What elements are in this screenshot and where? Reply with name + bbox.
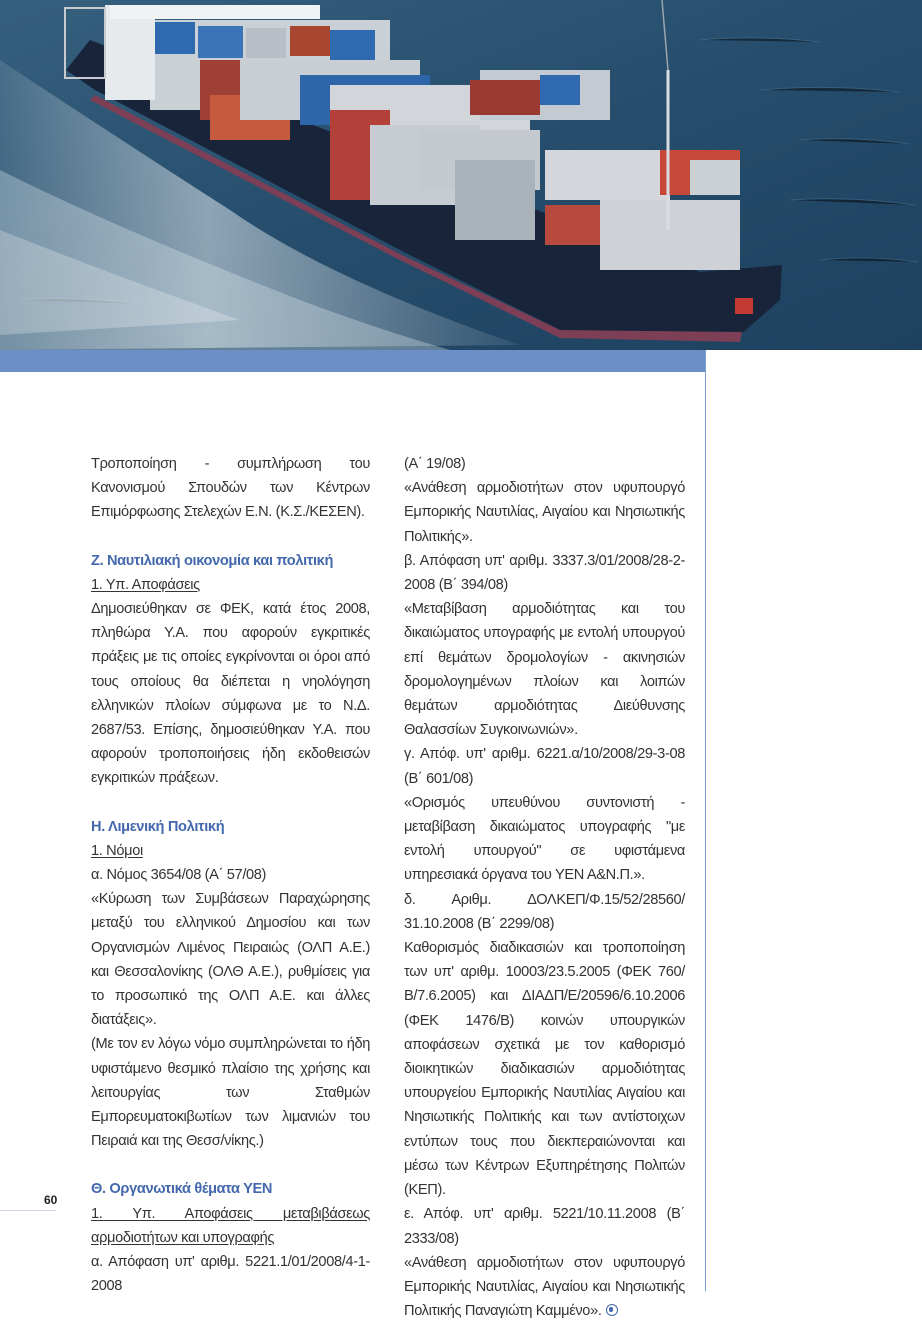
column-rule xyxy=(705,350,706,1291)
section-h-heading: Η. Λιμενική Πολιτική xyxy=(91,818,225,835)
section-h-law-line: α. Νόμος 3654/08 (Α΄ 57/08) xyxy=(91,867,267,884)
section-z-text: Δημοσιεύθηκαν σε ΦΕΚ, κατά έτος 2008, πληθώρα Υ.Α. που αφορούν εγκριτικές πράξεις με τις οποίες εγκρίνονται οι όροι από τους οποίους θα διέπεται η νηολόγηση ελληνικών πλοίων σύμφωνα με το Ν.Δ. 2687/53. Επίσης, δημοσιεύθηκαν Υ.Α. που αφορούν τροποποιήσεις ήδη εκδοθεισών εγκριτικών πράξεων. xyxy=(91,601,370,787)
end-of-article-icon xyxy=(606,1304,618,1316)
right-paragraph-6: «Ορισμός υπευθύνου συντονιστή - μεταβίβαση δικαιώματος υπογραφής "με εντολή υπουργού" σε υφιστάμενα υπηρεσιακά όργανα του ΥΕΝ Α&Ν.Π.». xyxy=(404,794,685,884)
section-th-heading: Θ. Οργανωτικά θέματα ΥΕΝ xyxy=(91,1181,273,1198)
left-column xyxy=(91,452,370,1299)
section-h-subheading: 1. Νόμοι xyxy=(91,842,143,859)
right-paragraph-3: β. Απόφαση υπ' αριθμ. 3337.3/01/2008/28-2-2008 (Β΄ 394/08) xyxy=(404,552,685,594)
section-th-subheading: 1. Υπ. Αποφάσεις μεταβιβάσεως αρμοδιοτήτων και υπογραφής xyxy=(91,1205,370,1246)
right-paragraph-9: ε. Απόφ. υπ' αριθμ. 5221/10.11.2008 (Β΄ 2333/08) xyxy=(404,1206,685,1247)
page-number: 60 xyxy=(44,1193,58,1207)
header-band xyxy=(0,350,706,372)
right-paragraph-5: γ. Απόφ. υπ' αριθμ. 6221.α/10/2008/29-3-08 (Β΄ 601/08) xyxy=(404,746,685,787)
page-number-rule xyxy=(0,1210,56,1211)
section-z-subheading: 1. Υπ. Αποφάσεις xyxy=(91,576,200,593)
section-h-law-text: «Κύρωση των Συμβάσεων Παραχώρησης μεταξύ του ελληνικού Δημοσίου και των Οργανισμών Λιμένος Πειραιώς (ΟΛΠ Α.Ε.) και Θεσσαλονίκης (ΟΛΘ Α.Ε.), ρυθμίσεις για το προσωπικό της ΟΛΠ Α.Ε. και άλλες διατάξεις». xyxy=(91,891,370,1029)
section-h-law-note: (Με τον εν λόγω νόμο συμπληρώνεται το ήδη υφιστάμενο θεσμικό πλαίσιο της χρήσης και λειτουργίας των Σταθμών Εμπορευματοκιβωτίων των λιμανιών του Πειραιά και της Θεσσ/νίκης.) xyxy=(91,1036,370,1150)
section-th-item-a: α. Απόφαση υπ' αριθμ. 5221.1/01/2008/4-1-2008 xyxy=(91,1254,370,1295)
right-paragraph-8: Καθορισμός διαδικασιών και τροποποίηση των υπ' αριθμ. 10003/23.5.2005 (ΦΕΚ 760/Β/7.6.2005) και ΔΙΑΔΠ/Ε/20596/6.10.2006 (ΦΕΚ 1476/Β) κοινών υπουργικών αποφάσεων σχετικά με τον καθορισμό διοικητικών διαδικασιών αρμοδιότητας υπουργείου Εμπορικής Ναυτιλίας Αιγαίου και Νησιωτικής Πολιτικής και των αντίστοιχων εντύπων τους που διεκπεραιώνονται και μέσω των Κέντρων Εξυπηρέτησης Πολιτών (ΚΕΠ). xyxy=(404,940,685,1199)
hero-photo xyxy=(0,0,922,350)
section-z-heading: Ζ. Ναυτιλιακή οικονομία και πολιτική xyxy=(91,552,334,569)
right-paragraph-4: «Μεταβίβαση αρμοδιότητας και του δικαιώματος υπογραφής με εντολή υπουργού επί θεμάτων δρομολογίων - ακινησιών δρομολογημένων πλοίων και λοιπών θεμάτων αρμοδιότητας Διεύθυνσης Θαλασσίων Συγκοινωνιών». xyxy=(404,601,685,739)
container-ship-photo xyxy=(0,0,922,350)
right-paragraph-10-text: «Ανάθεση αρμοδιοτήτων στον υφυπουργό Εμπορικής Ναυτιλίας, Αιγαίου και Νησιωτικής Πολιτικής Παναγιώτη Καμμένο». xyxy=(404,1254,685,1320)
intro-paragraph: Τροποποίηση - συμπλήρωση του Κανονισμού Σπουδών των Κέντρων Επιμόρφωσης Στελεχών Ε.Ν. (Κ.Σ./ΚΕΣΕΝ). xyxy=(91,456,370,521)
right-paragraph-7: δ. Αριθμ. ΔΟΛΚΕΠ/Φ.15/52/28560/ 31.10.2008 (Β΄ 2299/08) xyxy=(404,891,685,932)
right-paragraph-10 xyxy=(404,1251,685,1323)
right-paragraph-2: «Ανάθεση αρμοδιοτήτων στον υφυπουργό Εμπορικής Ναυτιλίας, Αιγαίου και Νησιωτικής Πολιτικής». xyxy=(404,480,685,545)
right-paragraph-1: (Α΄ 19/08) xyxy=(404,456,466,472)
right-column xyxy=(404,452,685,1323)
